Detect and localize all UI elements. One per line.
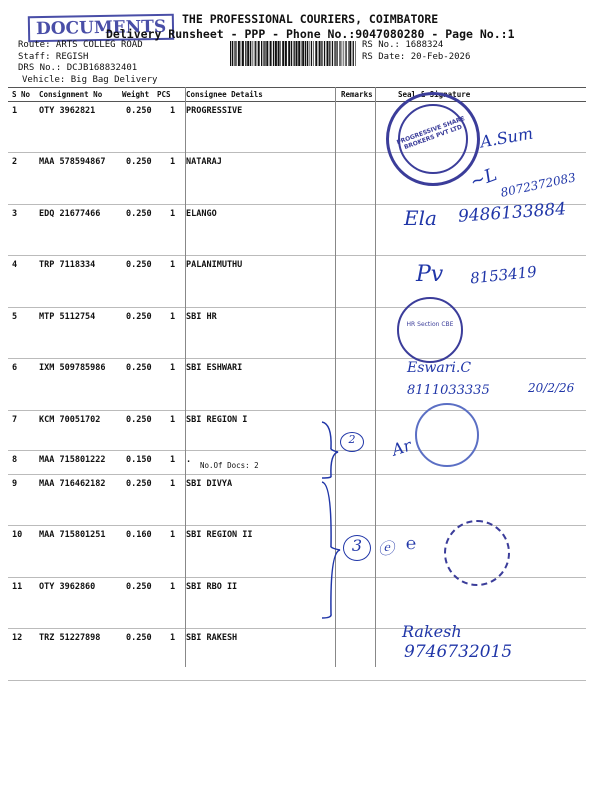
table-row xyxy=(8,152,586,205)
consignee-cell: SBI RBO II xyxy=(186,582,238,592)
consignee-cell: PALANIMUTHU xyxy=(186,260,243,270)
drs-text: DRS No.: DCJB16883240​1 xyxy=(18,63,138,73)
consignment-cell: KCM 70051702 xyxy=(39,415,101,425)
barcode-bar xyxy=(285,41,287,66)
barcode-bar xyxy=(261,41,262,66)
barcode-bar xyxy=(238,41,240,66)
sno-cell: 11 xyxy=(12,582,23,592)
col-remarks: Remarks xyxy=(341,90,373,99)
phone-palanimuthu: 8153419 xyxy=(469,262,538,288)
barcode-bar xyxy=(291,41,292,66)
signature-palanimuthu: Pv xyxy=(416,262,444,287)
barcode-bar xyxy=(355,41,356,66)
phone-nataraj: 8072372083 xyxy=(499,170,577,200)
sno-cell: 8 xyxy=(12,455,18,465)
barcode-bar xyxy=(302,41,304,66)
barcode-bar xyxy=(282,41,284,66)
sno-cell: 12 xyxy=(12,633,23,643)
barcode-bar xyxy=(327,41,329,66)
barcode-bar xyxy=(294,41,295,66)
barcode-bar xyxy=(266,41,268,66)
barcode-bar xyxy=(230,41,231,66)
consignee-cell: NATARAJ xyxy=(186,157,222,167)
meta-right xyxy=(362,40,470,63)
phone-elango: 9486133884 xyxy=(457,199,567,227)
consignee-cell: SBI REGION I xyxy=(186,415,248,425)
barcode xyxy=(230,41,358,66)
barcode-bar xyxy=(255,41,256,66)
sno-cell: 4 xyxy=(12,260,18,270)
sno-cell: 9 xyxy=(12,479,18,489)
barcode-bar xyxy=(270,41,272,66)
pcs-cell: 1 xyxy=(170,363,176,373)
company-title: THE PROFESSIONAL COURIERS, COIMBATORE xyxy=(182,12,439,26)
weight-cell: 0.250 xyxy=(126,106,152,116)
barcode-bar xyxy=(273,41,274,66)
signature-region-ii: ⓔ xyxy=(378,539,395,558)
barcode-bar xyxy=(332,41,333,66)
barcode-bar xyxy=(235,41,236,66)
barcode-bar xyxy=(334,41,335,66)
barcode-bar xyxy=(258,41,260,66)
table-row xyxy=(8,307,586,359)
weight-cell: 0.150 xyxy=(126,455,152,465)
weight-cell: 0.250 xyxy=(126,479,152,489)
barcode-bar xyxy=(245,41,246,66)
consignee-cell: PROGRESSIVE xyxy=(186,106,243,116)
date-eshwari: 20/2/26 xyxy=(528,381,575,395)
table-row xyxy=(8,358,586,411)
weight-cell: 0.250 xyxy=(126,260,152,270)
consignee-cell: SBI RAKESH xyxy=(186,633,238,643)
consignment-cell: MAA 715801222 xyxy=(39,455,106,465)
barcode-bar xyxy=(247,41,249,66)
barcode-bar xyxy=(288,41,290,66)
sbi-hr-seal: HR Section CBE xyxy=(397,297,463,363)
sno-cell: 6 xyxy=(12,363,18,373)
barcode-bar xyxy=(305,41,306,66)
weight-cell: 0.250 xyxy=(126,157,152,167)
consignee-cell: ELANGO xyxy=(186,209,217,219)
weight-cell: 0.250 xyxy=(126,209,152,219)
consignment-cell: TRP 7118334 xyxy=(39,260,96,270)
pcs-cell: 1 xyxy=(170,530,176,540)
column-divider xyxy=(185,87,186,667)
barcode-bar xyxy=(353,41,354,66)
barcode-bar xyxy=(264,41,265,66)
barcode-bar xyxy=(301,41,302,66)
barcode-bar xyxy=(311,41,312,66)
sbi-region-seal xyxy=(415,403,479,467)
pcs-cell: 1 xyxy=(170,157,176,167)
consignee-cell: . xyxy=(186,455,192,465)
meta-left xyxy=(18,40,157,86)
weight-cell: 0.250 xyxy=(126,312,152,322)
barcode-bar xyxy=(307,41,308,66)
consignee-cell: SBI HR xyxy=(186,312,217,322)
rs-date-text: RS Date: 20-Feb-2026 xyxy=(362,51,471,62)
vehicle-text: Vehicle: Big Bag Delivery xyxy=(22,74,158,85)
barcode-bar xyxy=(313,41,314,66)
barcode-bar xyxy=(321,41,322,66)
col-seal: Seal & Signature xyxy=(398,90,471,99)
barcode-bar xyxy=(319,41,321,66)
runsheet-subtitle: Delivery Runsheet - PPP - Phone No.:9047080280 - Page No.:1 xyxy=(106,27,515,41)
barcode-bar xyxy=(340,41,341,66)
consignment-cell: MAA 715801251 xyxy=(39,530,106,540)
barcode-bar xyxy=(345,41,346,66)
consignment-cell: EDQ 21677466 xyxy=(39,209,101,219)
weight-cell: 0.250 xyxy=(126,582,152,592)
docs-count-note: No.Of Docs: 2 xyxy=(200,461,259,470)
table-row xyxy=(8,474,586,526)
barcode-bar xyxy=(348,41,349,66)
consignment-cell: IXM 509785986 xyxy=(39,363,106,373)
col-consignment: Consignment No xyxy=(39,90,103,99)
barcode-bar xyxy=(263,41,264,66)
table-row xyxy=(8,450,586,475)
barcode-bar xyxy=(275,41,277,66)
barcode-bar xyxy=(336,41,337,66)
signature-elango: Ela xyxy=(404,206,437,230)
weight-cell: 0.160 xyxy=(126,530,152,540)
signature-progressive: A.Sum xyxy=(478,123,535,152)
consignment-cell: OTY 3962860 xyxy=(39,582,96,592)
barcode-bar xyxy=(241,41,242,66)
barcode-bar xyxy=(242,41,244,66)
col-consignee: Consignee Details xyxy=(186,90,263,99)
consignment-cell: MAA 578594867 xyxy=(39,157,106,167)
barcode-bar xyxy=(344,41,345,66)
barcode-bar xyxy=(254,41,255,66)
count-circle-a: 2 xyxy=(340,432,364,452)
barcode-bar xyxy=(324,41,325,66)
weight-cell: 0.250 xyxy=(126,415,152,425)
progressive-seal: PROGRESSIVE SHARE BROKERS PVT LTD xyxy=(386,92,480,186)
pcs-cell: 1 xyxy=(170,209,176,219)
column-divider xyxy=(375,87,376,667)
pcs-cell: 1 xyxy=(170,106,176,116)
consignee-cell: SBI REGION II xyxy=(186,530,253,540)
signature-region-ii-mark: ℮ xyxy=(406,534,417,554)
barcode-bar xyxy=(296,41,298,66)
count-circle-b: 3 xyxy=(343,535,371,561)
barcode-bar xyxy=(298,41,300,66)
barcode-bar xyxy=(278,41,280,66)
pcs-cell: 1 xyxy=(170,260,176,270)
barcode-bar xyxy=(280,41,281,66)
sbi-region-ii-seal xyxy=(444,520,510,586)
col-pcs: PCS xyxy=(157,90,171,99)
rs-no-text: RS No.: 1688324 xyxy=(362,40,444,50)
name-eshwari: Eswari.C xyxy=(407,360,472,376)
table-row xyxy=(8,577,586,629)
barcode-bar xyxy=(250,41,251,66)
pcs-cell: 1 xyxy=(170,312,176,322)
sno-cell: 1 xyxy=(12,106,18,116)
pcs-cell: 1 xyxy=(170,455,176,465)
phone-eshwari: 8111033335 xyxy=(407,383,490,398)
barcode-bar xyxy=(252,41,253,66)
consignee-cell: SBI DIVYA xyxy=(186,479,233,489)
barcode-bar xyxy=(309,41,310,66)
col-weight: Weight xyxy=(122,90,150,99)
staff-text: Staff: REGISH xyxy=(18,51,89,62)
sno-cell: 3 xyxy=(12,209,18,219)
consignment-cell: MAA 716462182 xyxy=(39,479,106,489)
name-rakesh: Rakesh xyxy=(402,622,462,641)
barcode-bar xyxy=(339,41,340,66)
documents-stamp: DOCUMENTS xyxy=(28,14,175,43)
consignment-cell: OTY 3962821 xyxy=(39,106,96,116)
signature-region: Ar xyxy=(389,435,414,460)
route-text: Route: ARTS COLLEG ROAD xyxy=(18,40,143,50)
sno-cell: 7 xyxy=(12,415,18,425)
barcode-bar xyxy=(315,41,317,66)
consignee-cell: SBI ESHWARI xyxy=(186,363,243,373)
pcs-cell: 1 xyxy=(170,582,176,592)
pcs-cell: 1 xyxy=(170,633,176,643)
col-sno: S No xyxy=(12,90,31,99)
table-row xyxy=(8,410,586,451)
table-header xyxy=(8,87,586,102)
sno-cell: 10 xyxy=(12,530,23,540)
pcs-cell: 1 xyxy=(170,479,176,489)
barcode-bar xyxy=(342,41,343,66)
barcode-bar xyxy=(234,41,235,66)
sno-cell: 5 xyxy=(12,312,18,322)
consignment-cell: MTP 5112754 xyxy=(39,312,96,322)
sno-cell: 2 xyxy=(12,157,18,167)
consignment-cell: TRZ 51227898 xyxy=(39,633,101,643)
phone-rakesh: 9746732015 xyxy=(404,642,513,662)
weight-cell: 0.250 xyxy=(126,633,152,643)
barcode-bar xyxy=(232,41,233,66)
weight-cell: 0.250 xyxy=(126,363,152,373)
pcs-cell: 1 xyxy=(170,415,176,425)
signature-nataraj: ~L xyxy=(467,164,500,193)
barcode-bar xyxy=(329,41,330,66)
barcode-bar xyxy=(349,41,351,66)
